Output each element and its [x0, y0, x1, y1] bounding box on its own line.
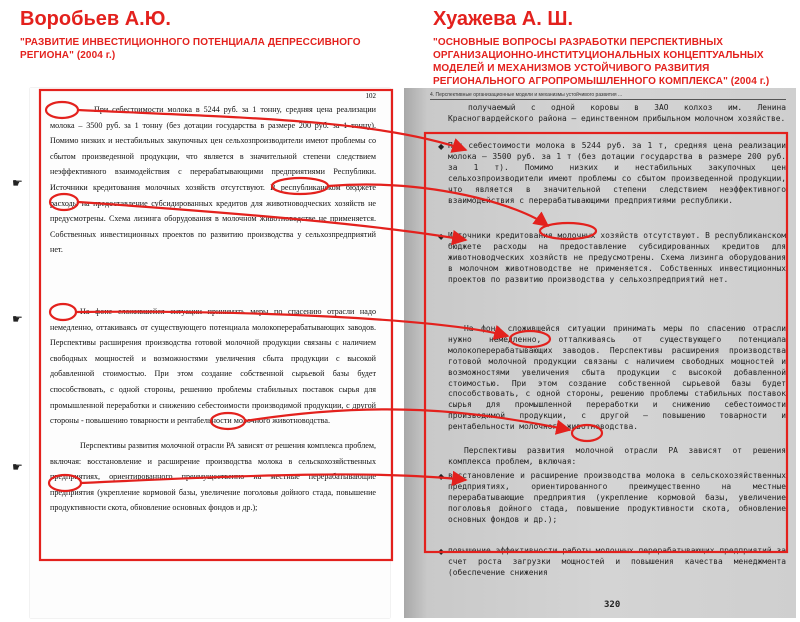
left-work-title: "РАЗВИТИЕ ИНВЕСТИЦИОННОГО ПОТЕНЦИАЛА ДЕПРЕССИВНОГО РЕГИОНА" (2004 г.)	[20, 37, 361, 61]
right-paragraph-0: получаемый с одной коровы в ЗАО колхоз им. Ленина Красногвардейского района – единственном прибыльном молочном хозяйстве.	[448, 103, 786, 123]
left-author: Воробьев А.Ю.	[20, 8, 171, 30]
bullet-icon: ◆	[438, 232, 445, 241]
margin-mark-icon: ☛	[12, 176, 23, 190]
bullet-icon: ◆	[438, 472, 445, 481]
left-source-header	[20, 8, 390, 62]
left-paragraph-3: Перспективы развития молочной отрасли РА зависят от решения комплекса проблем, включая: восстановление и расширение производства молока в сельскохозяйственных предприятиях, ориентированного преимущественно на местные перерабатывающие предприятия (укрепление кормовой базы, увеличение поголовья дойного стада, повышение продуктивности скота, обновление основных фондов и др.);	[50, 441, 376, 513]
left-paragraph-1: При себестоимости молока в 5244 руб. за 1 тонну, средняя цена реализации молока – 3500 руб. за 1 тонну (без дотации государства в размере 200 руб. за 1 тонну). Помимо низких и нестабильных закупочных цен сельхозпроизводители имеют проблемы со сбытом произведенной продукции, что является в значительной степени следствием неэффективного взаимодействия с перерабатывающими предприятиями Республики. Источники кредитования молочных хозяйств отсутствуют. В республиканском бюджете расходы на предоставление субсидированных кредитов для животноводческих хозяйств не предусмотрены. Схема лизинга оборудования в молочном животноводстве не применяется. Собственных инвестиционных проектов по развитию производства у сельхозпредприятий нет.	[50, 105, 376, 255]
right-paragraph-6: повышение эффективности работы молочных перерабатывающих предприятий за счет роста загрузки мощностей и повышения качества менеджмента (обеспечение снижения	[448, 546, 786, 577]
right-page-scan	[404, 88, 796, 618]
right-work-title: "ОСНОВНЫЕ ВОПРОСЫ РАЗРАБОТКИ ПЕРСПЕКТИВНЫХ ОРГАНИЗАЦИОННО-ИНСТИТУЦИОНАЛЬНЫХ КОНЦЕПТУАЛЬНЫХ МОДЕЛЕЙ И МЕХАНИЗМОВ УСТОЙЧИВОГО РАЗВИТИЯ РЕГИОНАЛЬНОГО АГРОПРОМЫШЛЕННОГО КОМПЛЕКСА" (2004 г.)	[433, 37, 770, 87]
margin-mark-icon: ☛	[12, 460, 23, 474]
bullet-icon: ◆	[438, 547, 445, 556]
right-author: Хуажева А. Ш.	[433, 8, 574, 30]
right-paragraph-1: При себестоимости молока в 5244 руб. за 1 т, средняя цена реализации молока – 3500 руб. за 1 т (без дотации государства в размере 200 руб. за 1 т). Помимо низких и нестабильных закупочных цен сельхозпроизводители имеют проблемы со сбытом произведенной продукции, что является в значительной степени следствием неэффективного взаимодействия с перерабатывающими предприятиями республики.	[448, 141, 786, 205]
left-page-scan	[30, 88, 390, 618]
running-head: 4. Перспективные организационные модели и механизмы устойчивого развития ...	[430, 92, 786, 100]
right-paragraph-5: восстановление и расширение производства молока в сельскохозяйственных предприятиях, ориентированного преимущественно на местные перерабатывающие предприятия (укрепление кормовой базы, увеличение поголовья дойного стада, повышение продуктивности скота, обновление основных фондов и др.);	[448, 471, 786, 524]
left-paragraph-2: На фоне сложившейся ситуации принимать меры по спасению отрасли надо немедленно, оттакиваясь от существующего потенциала молокоперерабатывающих заводов. Перспективы расширения производства готовой молочной продукции связаны с наличием свободных мощностей и возможностями увеличения сбыта продукции с высокой добавленной стоимостью. При этом создание собственной сырьевой базы будет способствовать, с одной стороны, решению проблемы стабильных поставок сырья для промышленной переработки и снижению себестоимости производимой продукции, с другой стороны - повышению товарности и рентабельности молочного животноводства.	[50, 307, 376, 426]
right-source-header	[433, 8, 793, 88]
right-page-number: 320	[604, 600, 621, 610]
margin-mark-icon: ☛	[12, 312, 23, 326]
bullet-icon: ◆	[438, 142, 445, 151]
right-paragraph-4: Перспективы развития молочной отрасли РА зависят от решения комплекса проблем, включая:	[448, 446, 786, 466]
left-page-number: 102	[365, 92, 376, 100]
right-paragraph-2: Источники кредитования молочных хозяйств отсутствуют. В республиканском бюджете расходы на предоставление субсидированных кредитов для животноводческих хозяйств не предусмотрены. Схема лизинга оборудования в молочном животноводстве не применяется. Собственных инвестиционных проектов по развитию производства у сельхозпредприятий нет.	[448, 231, 786, 284]
right-paragraph-3: На фоне сложившейся ситуации принимать меры по спасению отрасли нужно немедленно, отталкиваясь от существующего потенциала молокоперерабатывающих заводов. Перспективы расширения производства готовой молочной продукции связаны с наличием свободных мощностей и возможностями увеличения сбыта продукции с высокой добавленной стоимостью. При этом создание собственной сырьевой базы будет способствовать, с одной стороны, решению проблемы стабильных поставок сырья для промышленной переработки и снижению себестоимости производимой продукции, с другой – повышению товарности и рентабельности молочного животноводства.	[448, 324, 786, 432]
